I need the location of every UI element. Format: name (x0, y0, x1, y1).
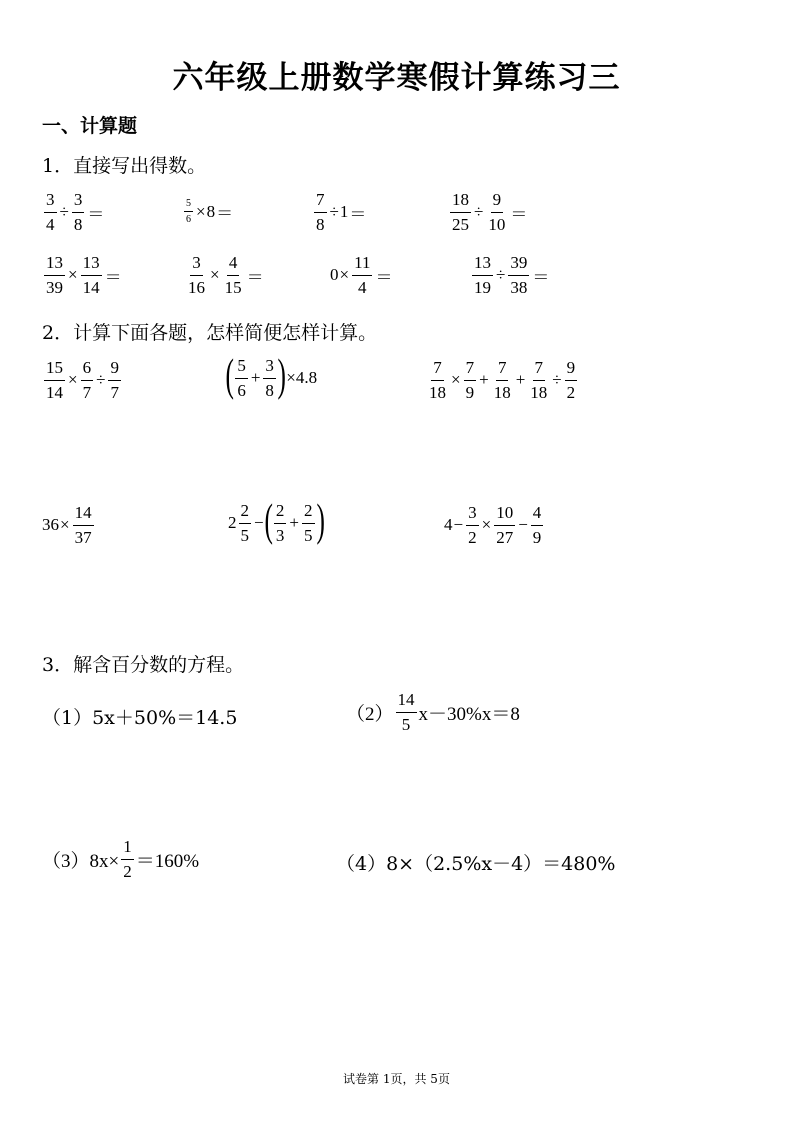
q1-item-1: $\frac{3}{4}$ ÷ $\frac{3}{8}$ ＝ (46, 190, 105, 234)
q2-expression-6: 4 − $\frac{3}{2}$ × $\frac{10}{27}$ − $\frac{4}{9}$ (444, 503, 542, 547)
q1-item-7: 0 × $\frac{11}{4}$ ＝ (330, 253, 393, 297)
question-1-heading: 1．直接写出得数。 (42, 155, 207, 177)
q1-item-6: $\frac{3}{16}$ × $\frac{4}{15}$ ＝ (188, 253, 264, 297)
q2-expression-4: 36 × $\frac{14}{37}$ (42, 503, 92, 547)
q1-item-2: $\frac{5}{6}$ × 8 ＝ (186, 198, 234, 225)
q1-item-4: $\frac{18}{25}$ ÷ $\frac{9}{10}$ ＝ (452, 190, 528, 234)
question-3-heading: 3．解含百分数的方程。 (42, 654, 245, 676)
q1-item-5: $\frac{13}{39}$ × $\frac{13}{14}$ ＝ (46, 253, 122, 297)
question-2-heading: 2．计算下面各题，怎样简便怎样计算。 (42, 322, 378, 344)
q2-expression-5: 2 $\frac{2}{5}$ − ( $\frac{2}{3}$ + $\frac{2}{5}$ ) (228, 494, 325, 545)
q1-item-3: $\frac{7}{8}$ ÷ 1 ＝ (316, 190, 367, 234)
q2-expression-2: ( $\frac{5}{6}$ + $\frac{3}{8}$ ) ×4.8 (225, 349, 318, 400)
equation-1: （1）5x＋50%＝14.5 (42, 707, 238, 729)
q2-expression-3: $\frac{7}{18}$ × $\frac{7}{9}$ + $\frac{7}{18}$ + $\frac{7}{18}$ ÷ $\frac{9}{2}$ (429, 358, 576, 402)
section-heading: 一、计算题 (42, 115, 138, 137)
page-title: 六年级上册数学寒假计算练习三 (172, 60, 621, 96)
equation-2: （2） $\frac{14}{5}$ x－30%x＝8 (346, 690, 520, 734)
equation-3: （3）8x× $\frac{1}{2}$ ＝160% (42, 837, 200, 881)
equation-4: （4）8×（2.5%x－4）＝480% (336, 853, 616, 875)
page-footer: 试卷第 1页，共 5页 (343, 1072, 450, 1086)
q1-item-8: $\frac{13}{19}$ ÷ $\frac{39}{38}$ ＝ (474, 253, 550, 297)
q2-expression-1: $\frac{15}{14}$ × $\frac{6}{7}$ ÷ $\frac{9}{7}$ (46, 358, 119, 402)
